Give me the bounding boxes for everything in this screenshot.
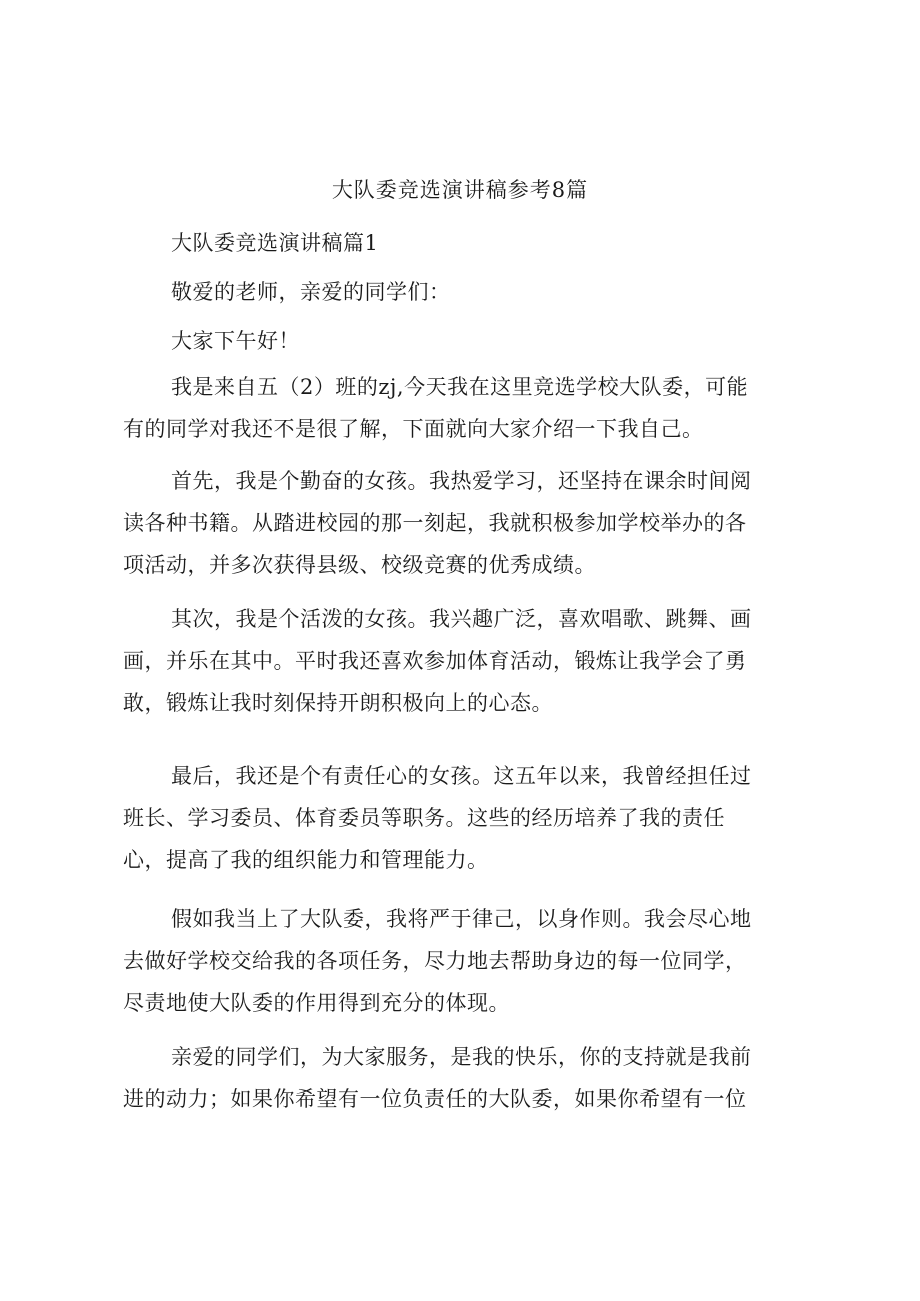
greeting-text: 大家下午好！ bbox=[171, 329, 300, 353]
paragraph-line: 班长、学习委员、体育委员等职务。这些的经历培养了我的责任 bbox=[123, 806, 725, 830]
paragraph-line: 项活动，并多次获得县级、校级竞赛的优秀成绩。 bbox=[123, 553, 596, 577]
paragraph-line: 画，并乐在其中。平时我还喜欢参加体育活动，锻炼让我学会了勇 bbox=[123, 649, 747, 673]
paragraph-2 bbox=[123, 460, 813, 586]
paragraph-3 bbox=[123, 598, 813, 724]
paragraph-line: 亲爱的同学们，为大家服务，是我的快乐，你的支持就是我前 bbox=[171, 1045, 752, 1069]
section-heading-text: 大队委竞选演讲稿篇1 bbox=[171, 231, 379, 255]
salutation-text: 敬爱的老师，亲爱的同学们： bbox=[171, 280, 451, 304]
paragraph-line: 心，提高了我的组织能力和管理能力。 bbox=[123, 848, 489, 872]
paragraph-line: 最后，我还是个有责任心的女孩。这五年以来，我曾经担任过 bbox=[171, 764, 752, 788]
paragraph-line: 读各种书籍。从踏进校园的那一刻起，我就积极参加学校举办的各 bbox=[123, 511, 747, 535]
paragraph-5 bbox=[123, 898, 813, 1024]
paragraph-line: 有的同学对我还不是很了解，下面就向大家介绍一下我自己。 bbox=[123, 417, 704, 441]
salutation bbox=[123, 271, 813, 313]
paragraph-line: 去做好学校交给我的各项任务，尽力地去帮助身边的每一位同学， bbox=[123, 949, 747, 973]
section-heading bbox=[123, 222, 813, 264]
paragraph-line: 其次，我是个活泼的女孩。我兴趣广泛，喜欢唱歌、跳舞、画 bbox=[171, 607, 752, 631]
document-title: 大队委竞选演讲稿参考8篇 bbox=[331, 178, 589, 202]
paragraph-line: 进的动力；如果你希望有一位负责任的大队委，如果你希望有一位 bbox=[123, 1087, 747, 1111]
paragraph-line: 假如我当上了大队委，我将严于律己，以身作则。我会尽心地 bbox=[171, 907, 752, 931]
paragraph-line: 首先，我是个勤奋的女孩。我热爱学习，还坚持在课余时间阅 bbox=[171, 469, 752, 493]
paragraph-line: 尽责地使大队委的作用得到充分的体现。 bbox=[123, 991, 510, 1015]
paragraph-4 bbox=[123, 755, 813, 881]
greeting bbox=[123, 320, 813, 362]
paragraph-6 bbox=[123, 1036, 813, 1120]
paragraph-1 bbox=[123, 366, 813, 450]
paragraph-line: 我是来自五（2）班的zj,今天我在这里竞选学校大队委，可能 bbox=[171, 375, 749, 399]
paragraph-line: 敢，锻炼让我时刻保持开朗积极向上的心态。 bbox=[123, 691, 553, 715]
